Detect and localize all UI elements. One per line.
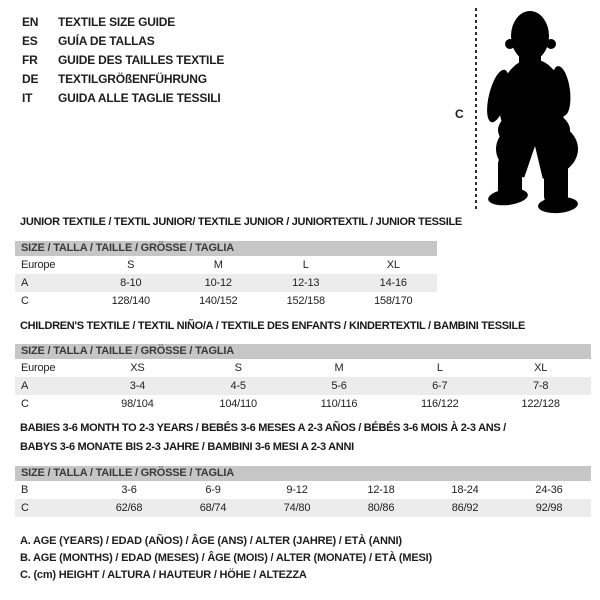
size-header-bar: SIZE / TALLA / TAILLE / GRÖSSE / TAGLIA	[15, 241, 437, 256]
size-cell: 122/128	[521, 398, 560, 410]
table-row-europe	[15, 359, 591, 377]
size-cell: XL	[386, 259, 400, 271]
size-cell: 5-6	[331, 380, 347, 392]
size-cell: 12-13	[292, 277, 320, 289]
section-title-junior: JUNIOR TEXTILE / TEXTIL JUNIOR/ TEXTILE JUNIOR / JUNIORTEXTIL / JUNIOR TESSILE	[20, 216, 462, 228]
row-label: A	[21, 277, 29, 289]
size-cell: 10-12	[204, 277, 232, 289]
table-row-age	[15, 274, 437, 292]
language-row	[22, 51, 224, 70]
section-title-babies	[20, 419, 506, 457]
section-title-babies-line2: BABYS 3-6 MONATE BIS 2-3 JAHRE / BAMBINI 3-6 MESI A 2-3 ANNI	[20, 441, 354, 453]
size-cell: 3-6	[121, 484, 137, 496]
size-cell: 152/158	[286, 295, 325, 307]
size-table-junior	[15, 241, 437, 310]
size-table-children	[15, 344, 591, 413]
language-row	[22, 13, 224, 32]
size-cell: L	[436, 362, 443, 374]
size-cell: M	[334, 362, 344, 374]
table-row-europe	[15, 256, 437, 274]
note-line-a: A. AGE (YEARS) / EDAD (AÑOS) / ÂGE (ANS) / ALTER (JAHRE) / ETÀ (ANNI)	[20, 535, 402, 547]
size-cell: 8-10	[120, 277, 142, 289]
section-title-babies-line1: BABIES 3-6 MONTH TO 2-3 YEARS / BEBÉS 3-6 MESES A 2-3 AÑOS / BÉBÉS 3-6 MOIS À 2-3 ANS /	[20, 422, 506, 434]
size-header-bar: SIZE / TALLA / TAILLE / GRÖSSE / TAGLIA	[15, 344, 591, 359]
size-cell: S	[127, 259, 135, 271]
size-cell: M	[213, 259, 223, 271]
size-cell: 110/116	[320, 398, 358, 410]
size-cell: 80/86	[367, 502, 395, 514]
size-header-bar: SIZE / TALLA / TAILLE / GRÖSSE / TAGLIA	[15, 466, 591, 481]
size-cell: 116/122	[421, 398, 459, 410]
section-title-children: CHILDREN'S TEXTILE / TEXTIL NIÑO/A / TEXTILE DES ENFANTS / KINDERTEXTIL / BAMBINI TESSILE	[20, 320, 525, 332]
language-title: TEXTILE SIZE GUIDE	[58, 15, 176, 29]
size-cell: 158/170	[374, 295, 413, 307]
row-label: B	[21, 484, 29, 496]
size-cell: 4-5	[230, 380, 246, 392]
language-code: EN	[22, 15, 39, 29]
table-row-months	[15, 481, 591, 499]
size-cell: 92/98	[535, 502, 563, 514]
language-title: GUIDA ALLE TAGLIE TESSILI	[58, 91, 221, 105]
row-label: Europe	[21, 362, 56, 374]
language-code: FR	[22, 53, 38, 67]
size-cell: 62/68	[115, 502, 143, 514]
language-title: GUÍA DE TALLAS	[58, 34, 155, 48]
size-cell: S	[234, 362, 242, 374]
size-cell: 6-9	[205, 484, 221, 496]
height-measure-label: C	[455, 107, 464, 121]
language-title: GUIDE DES TAILLES TEXTILE	[58, 53, 225, 67]
size-cell: 18-24	[451, 484, 479, 496]
size-cell: 9-12	[286, 484, 308, 496]
table-row-height	[15, 292, 437, 310]
size-cell: 140/152	[199, 295, 238, 307]
size-cell: L	[302, 259, 309, 271]
size-cell: 128/140	[111, 295, 150, 307]
size-cell: 3-4	[129, 380, 146, 392]
size-cell: 74/80	[283, 502, 311, 514]
language-title-list	[22, 13, 224, 108]
size-cell: 7-8	[532, 380, 549, 392]
language-row	[22, 89, 224, 108]
row-label: Europe	[21, 259, 56, 271]
row-label: C	[21, 295, 29, 307]
size-cell: 24-36	[535, 484, 563, 496]
language-code: ES	[22, 34, 38, 48]
height-measure-line	[475, 8, 477, 212]
size-cell: XL	[534, 362, 548, 374]
language-row	[22, 32, 224, 51]
size-cell: 98/104	[121, 398, 154, 410]
row-label: A	[21, 380, 29, 392]
size-cell: 14-16	[379, 277, 407, 289]
language-code: DE	[22, 72, 39, 86]
legend-notes	[20, 533, 432, 584]
language-title: TEXTILGRÖßENFÜHRUNG	[58, 72, 207, 86]
table-row-height	[15, 395, 591, 413]
language-code: IT	[22, 91, 33, 105]
size-cell: 12-18	[367, 484, 395, 496]
size-cell: 104/110	[219, 398, 257, 410]
note-line-b: B. AGE (MONTHS) / EDAD (MESES) / ÂGE (MOIS) / ALTER (MONATE) / ETÀ (MESI)	[20, 552, 432, 564]
note-line-c: C. (cm) HEIGHT / ALTURA / HAUTEUR / HÖHE / ALTEZZA	[20, 569, 307, 581]
row-label: C	[21, 502, 29, 514]
size-cell: 68/74	[199, 502, 227, 514]
table-row-age	[15, 377, 591, 395]
table-row-height	[15, 499, 591, 517]
baby-silhouette-icon	[484, 4, 600, 216]
size-table-babies	[15, 466, 591, 517]
size-cell: 86/92	[451, 502, 479, 514]
size-cell: XS	[130, 362, 145, 374]
size-cell: 6-7	[432, 380, 448, 392]
language-row	[22, 70, 224, 89]
row-label: C	[21, 398, 29, 410]
